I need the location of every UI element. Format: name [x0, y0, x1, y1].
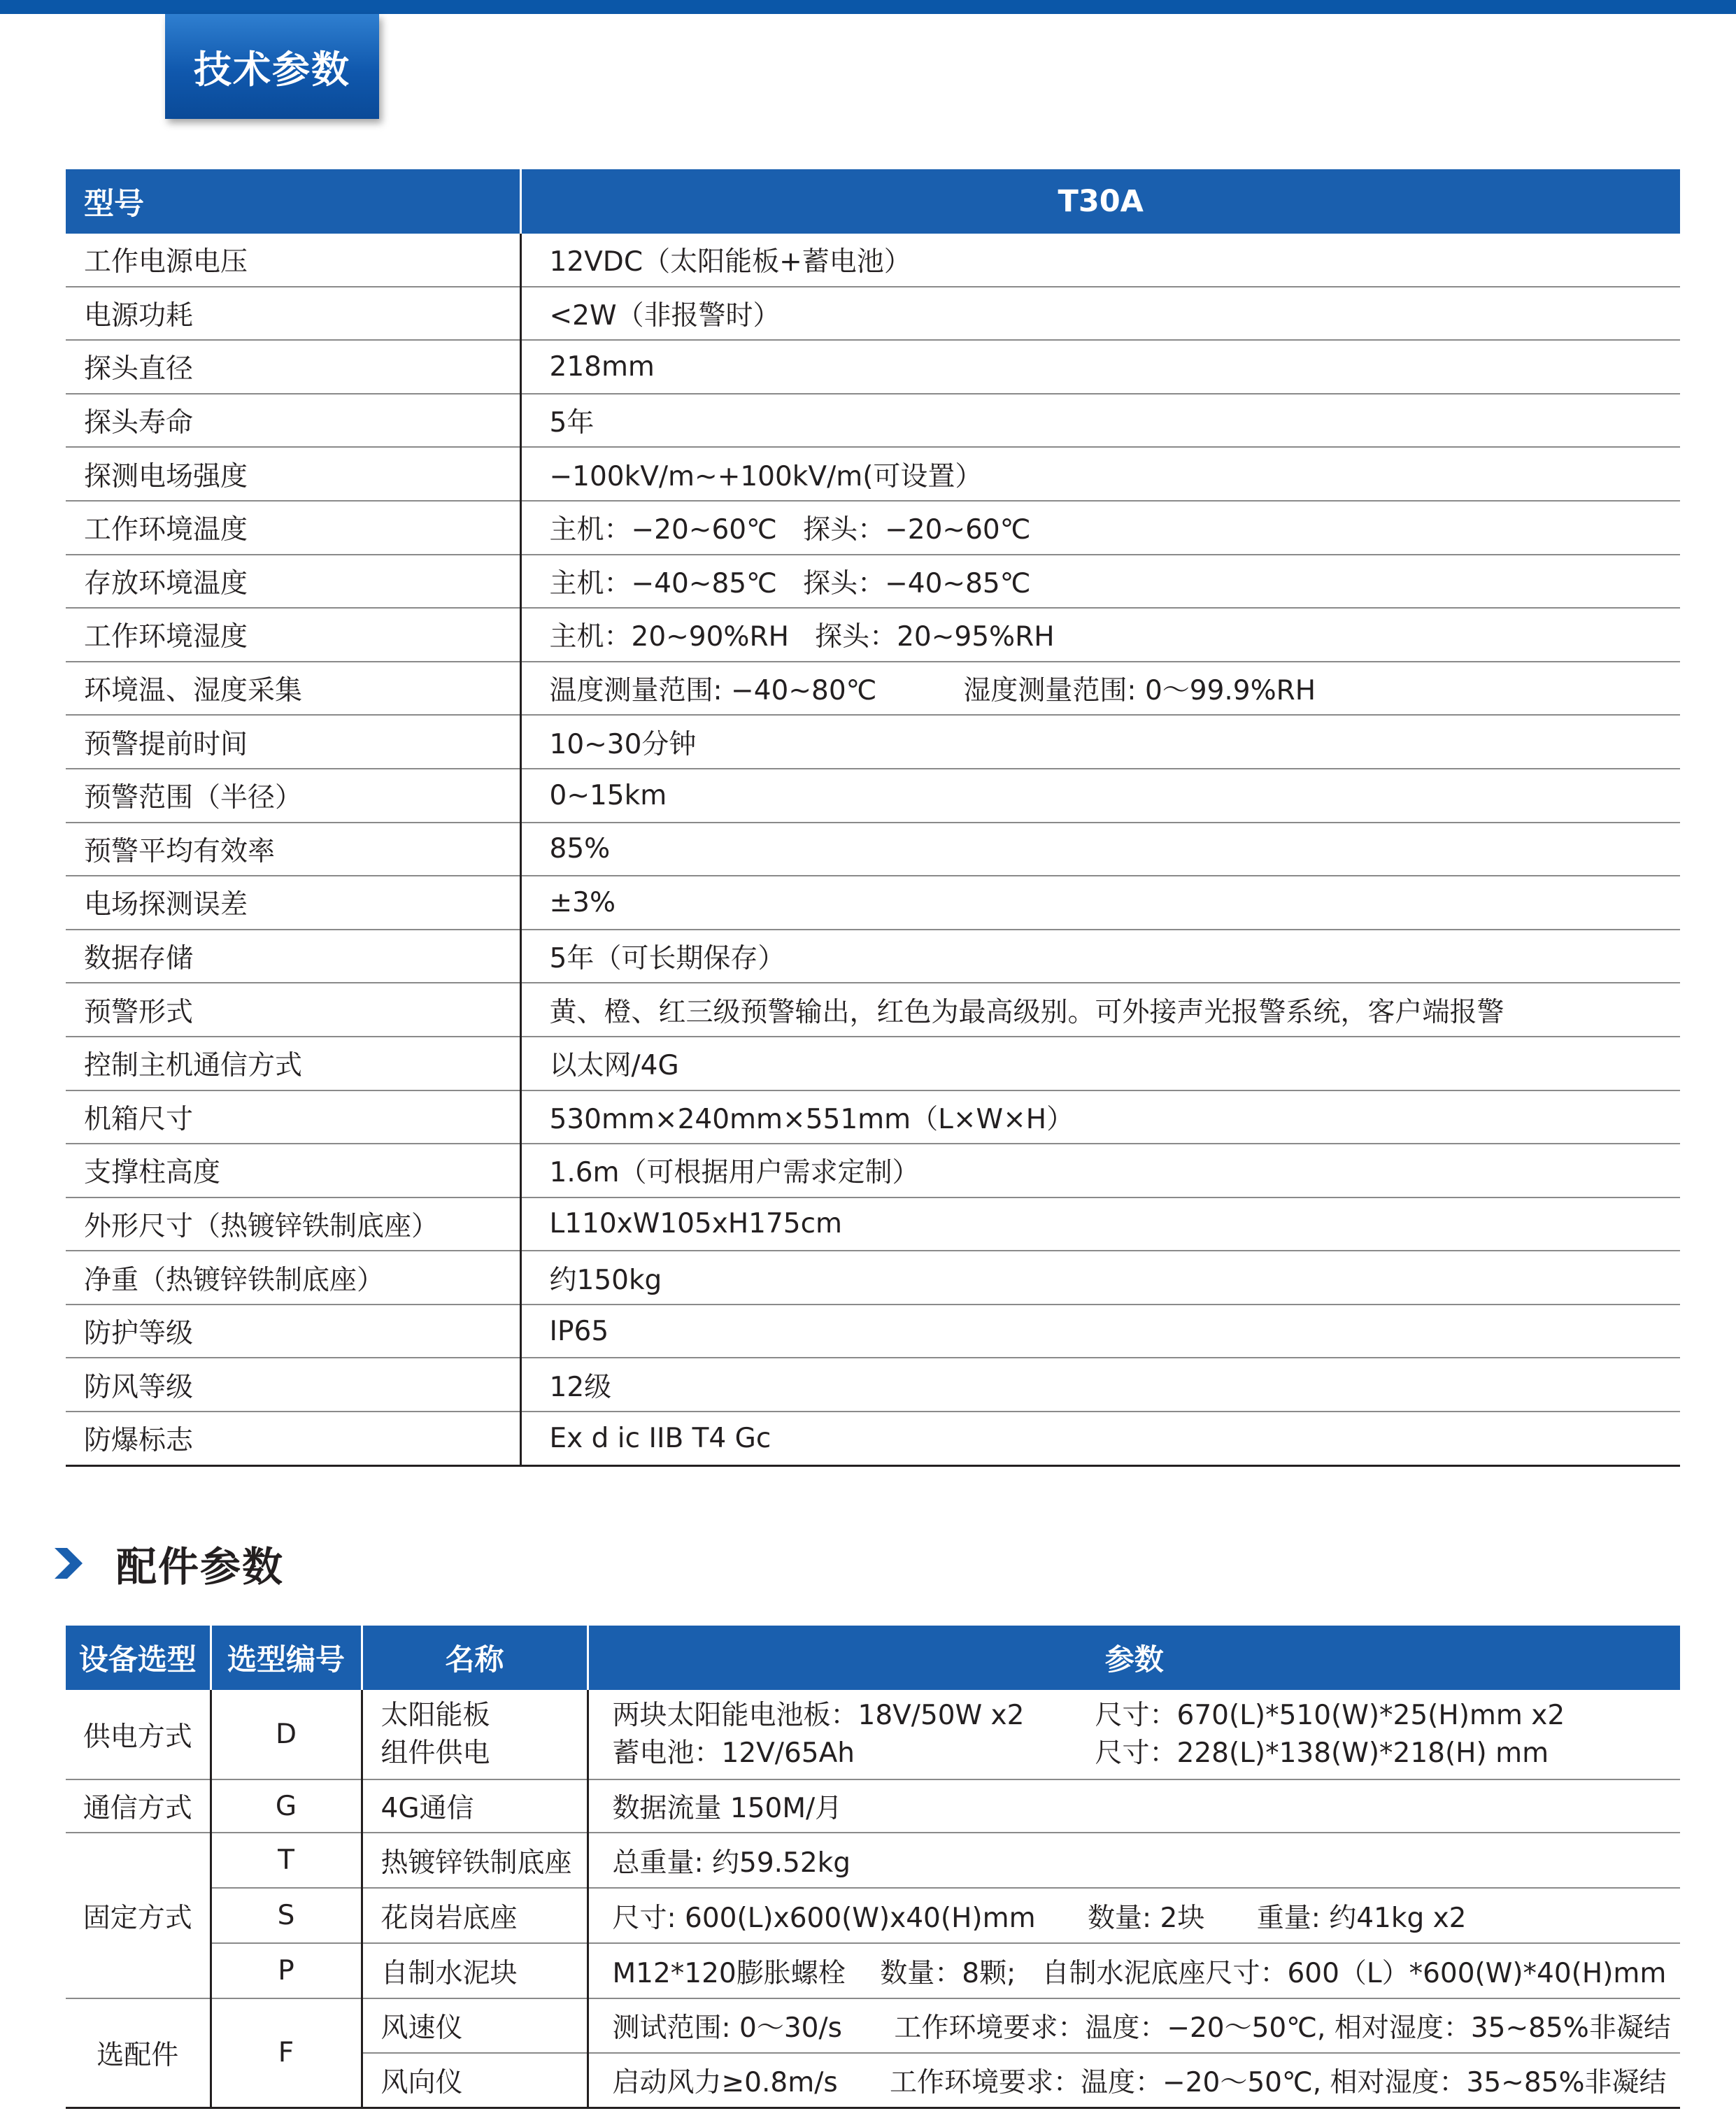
params-cell: 测试范围: 0～30/s 工作环境要求：温度：−20～50℃, 相对湿度：35~85%非凝结 — [588, 1998, 1680, 2053]
params-cell: M12*120膨胀螺栓 数量：8颗; 自制水泥底座尺寸：600（L）*600(W)*40(H)mm — [588, 1943, 1680, 1998]
spec-value: 黄、橙、红三级预警输出，红色为最高级别。可外接声光报警系统，客户端报警 — [520, 983, 1680, 1037]
accessory-table — [66, 1626, 1680, 2109]
spec-key: 净重（热镀锌铁制底座） — [66, 1251, 520, 1305]
spec-value: 5年（可长期保存） — [520, 930, 1680, 983]
name-cell: 风速仪 — [362, 1998, 588, 2053]
code-cell: S — [211, 1888, 362, 1943]
table-row-mount-s — [66, 1888, 1680, 1943]
spec-value: IP65 — [520, 1305, 1680, 1358]
table-row-wind-speed — [66, 1998, 1680, 2053]
table-row — [66, 340, 1680, 394]
table-row — [66, 1412, 1680, 1465]
code-cell: P — [211, 1943, 362, 1998]
spec-key: 外形尺寸（热镀锌铁制底座） — [66, 1197, 520, 1251]
table-row — [66, 1090, 1680, 1144]
table-row — [66, 1037, 1680, 1090]
spec-key: 探头寿命 — [66, 394, 520, 448]
table-row — [66, 769, 1680, 823]
spec-value: 0~15km — [520, 769, 1680, 823]
spec-value: −100kV/m~+100kV/m(可设置） — [520, 447, 1680, 501]
spec-value: 以太网/4G — [520, 1037, 1680, 1090]
spec-key: 预警范围（半径） — [66, 769, 520, 823]
spec-key: 工作环境湿度 — [66, 608, 520, 662]
spec-value: 85% — [520, 823, 1680, 876]
spec-value: <2W（非报警时） — [520, 287, 1680, 341]
spec-key: 控制主机通信方式 — [66, 1037, 520, 1090]
code-cell: G — [211, 1779, 362, 1833]
category-cell: 供电方式 — [66, 1690, 211, 1779]
table-row — [66, 1358, 1680, 1412]
table-row — [66, 1144, 1680, 1197]
spec-value: 12VDC（太阳能板+蓄电池） — [520, 234, 1680, 287]
accessory-heading — [55, 1532, 284, 1595]
spec-value: 12级 — [520, 1358, 1680, 1412]
category-cell: 选配件 — [66, 1998, 211, 2108]
spec-key: 工作电源电压 — [66, 234, 520, 287]
header-name: 名称 — [362, 1626, 588, 1690]
table-row — [66, 715, 1680, 769]
spec-value: 主机：−40~85℃ 探头：−40~85℃ — [520, 555, 1680, 609]
spec-key: 机箱尺寸 — [66, 1090, 520, 1144]
spec-value: 约150kg — [520, 1251, 1680, 1305]
top-accent-bar — [0, 0, 1736, 14]
name-line: 太阳能板 — [380, 1699, 490, 1731]
spec-value: ±3% — [520, 876, 1680, 930]
name-cell: 4G通信 — [362, 1779, 588, 1833]
spec-key: 环境温、湿度采集 — [66, 662, 520, 716]
accessory-table-header — [66, 1626, 1680, 1690]
spec-value: 530mm×240mm×551mm（L×W×H） — [520, 1090, 1680, 1144]
table-row — [66, 930, 1680, 983]
spec-header-model: T30A — [520, 169, 1680, 234]
param-text: 尺寸：670(L)*510(W)*25(H)mm x2 — [1095, 1699, 1565, 1731]
spec-key: 支撑柱高度 — [66, 1144, 520, 1197]
header-category: 设备选型 — [66, 1626, 211, 1690]
table-row — [66, 287, 1680, 341]
spec-value: 10~30分钟 — [520, 715, 1680, 769]
spec-key: 预警提前时间 — [66, 715, 520, 769]
spec-value: Ex d ic IIB T4 Gc — [549, 1422, 771, 1454]
table-row-mount-p — [66, 1943, 1680, 1998]
name-cell: 花岗岩底座 — [362, 1888, 588, 1943]
spec-header-key: 型号 — [66, 169, 520, 234]
header-code: 选型编号 — [211, 1626, 362, 1690]
param-text: 两块太阳能电池板：18V/50W x2 — [612, 1699, 1025, 1731]
section-title: 技术参数 — [194, 47, 350, 92]
spec-value: 温度测量范围: −40~80℃ 湿度测量范围: 0～99.9%RH — [520, 662, 1680, 716]
spec-value: 218mm — [520, 340, 1680, 394]
table-row — [66, 394, 1680, 448]
code-cell: D — [211, 1690, 362, 1779]
name-cell: 自制水泥块 — [362, 1943, 588, 1998]
spec-value: 主机：−20~60℃ 探头：−20~60℃ — [520, 501, 1680, 555]
chevron-right-icon — [55, 1548, 83, 1579]
table-row — [66, 501, 1680, 555]
spec-key: 电场探测误差 — [66, 876, 520, 930]
table-row — [66, 1197, 1680, 1251]
header-params: 参数 — [588, 1626, 1680, 1690]
spec-value: 1.6m（可根据用户需求定制） — [520, 1144, 1680, 1197]
category-cell: 通信方式 — [66, 1779, 211, 1833]
spec-key: 探头直径 — [66, 340, 520, 394]
spec-table-header — [66, 169, 1680, 234]
spec-table-body — [66, 234, 1680, 1465]
table-row — [66, 1251, 1680, 1305]
params-cell — [588, 1690, 1680, 1779]
table-row — [66, 447, 1680, 501]
params-cell: 总重量: 约59.52kg — [588, 1833, 1680, 1888]
param-text: 尺寸：228(L)*138(W)*218(H) mm — [1095, 1737, 1549, 1769]
name-cell — [362, 1690, 588, 1779]
name-cell: 风向仪 — [362, 2053, 588, 2108]
section-title-tab — [165, 14, 379, 119]
table-row-mount-t — [66, 1833, 1680, 1888]
spec-key: 防护等级 — [66, 1305, 520, 1358]
category-cell: 固定方式 — [66, 1833, 211, 1998]
name-cell: 热镀锌铁制底座 — [362, 1833, 588, 1888]
spec-value: 5年 — [520, 394, 1680, 448]
spec-key: 工作环境温度 — [66, 501, 520, 555]
spec-value: 主机：20~90%RH 探头：20~95%RH — [520, 608, 1680, 662]
table-row — [66, 662, 1680, 716]
table-row — [66, 555, 1680, 609]
table-row — [66, 234, 1680, 287]
name-line: 组件供电 — [380, 1737, 490, 1769]
table-row — [66, 1305, 1680, 1358]
param-line — [613, 1697, 1681, 1735]
spec-key: 探测电场强度 — [66, 447, 520, 501]
table-row — [66, 876, 1680, 930]
spec-key: 预警平均有效率 — [66, 823, 520, 876]
table-row-power — [66, 1690, 1680, 1779]
spec-key: 防爆标志 — [66, 1412, 520, 1465]
params-cell: 数据流量 150M/月 — [588, 1779, 1680, 1833]
params-cell: 尺寸: 600(L)x600(W)x40(H)mm 数量: 2块 重量: 约41kg x2 — [588, 1888, 1680, 1943]
accessory-title: 配件参数 — [116, 1543, 285, 1591]
spec-key: 预警形式 — [66, 983, 520, 1037]
table-row — [66, 823, 1680, 876]
table-row-comm — [66, 1779, 1680, 1833]
spec-key: 电源功耗 — [66, 287, 520, 341]
table-row — [66, 983, 1680, 1037]
params-cell: 启动风力≥0.8m/s 工作环境要求：温度：−20～50℃, 相对湿度：35~85%非凝结 — [612, 2066, 1667, 2098]
spec-key: 数据存储 — [66, 930, 520, 983]
code-cell: F — [211, 1998, 362, 2108]
table-row — [66, 608, 1680, 662]
spec-table — [66, 169, 1680, 1467]
spec-key: 存放环境温度 — [66, 555, 520, 609]
code-cell: T — [211, 1833, 362, 1888]
param-text: 蓄电池：12V/65Ah — [612, 1737, 855, 1769]
spec-key: 防风等级 — [66, 1358, 520, 1412]
param-line — [613, 1735, 1681, 1772]
spec-value: L110xW105xH175cm — [520, 1197, 1680, 1251]
